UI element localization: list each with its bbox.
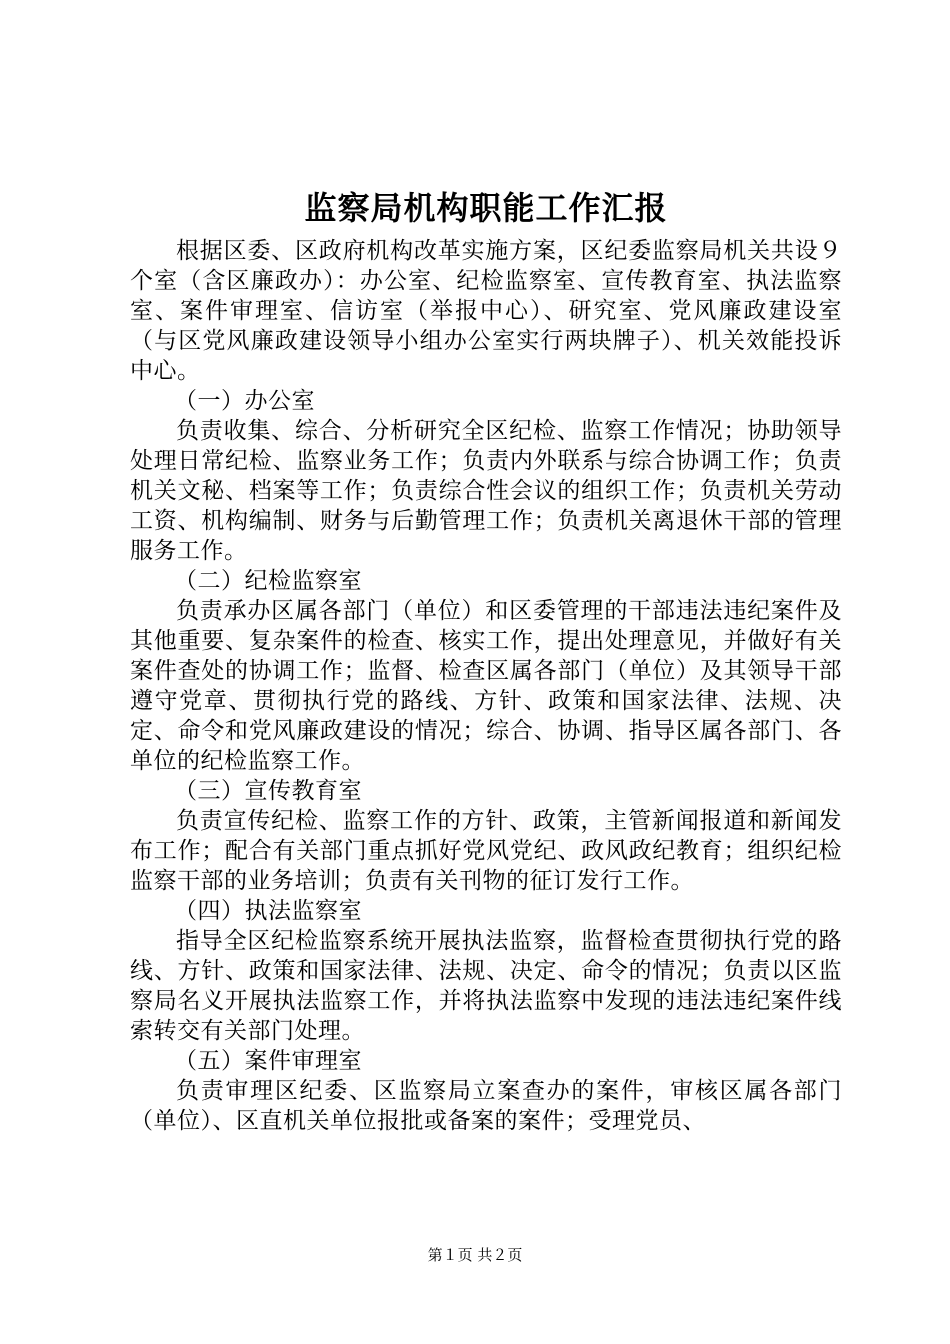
section-text-case-review: 负责审理区纪委、区监察局立案查办的案件，审核区属各部门（单位）、区直机关单位报批或备案的案件；受理党员、 (130, 1078, 842, 1134)
document-page (130, 188, 842, 1136)
section-heading-law-enforcement: （四）执法监察室 (174, 898, 362, 924)
page-footer: 第１页 共２页 (427, 1246, 523, 1264)
section-text-discipline-inspection: 负责承办区属各部门（单位）和区委管理的干部违法违纪案件及其他重要、复杂案件的检查、核实工作，提出处理意见，并做好有关案件查处的协调工作；监督、检查区属各部门（单位）及其领导干部遵守党章、贯彻执行党的路线、方针、政策和国家法律、法规、决定、命令和党风廉政建设的情况；综合、协调、指导区属各部门、各单位的纪检监察工作。 (130, 598, 842, 774)
section-heading-office: （一）办公室 (174, 388, 315, 414)
section-heading-case-review: （五）案件审理室 (174, 1048, 362, 1074)
section-heading-publicity-education: （三）宣传教育室 (174, 778, 362, 804)
intro-paragraph: 根据区委、区政府机构改革实施方案，区纪委监察局机关共设９个室（含区廉政办）：办公室、纪检监察室、宣传教育室、执法监察室、案件审理室、信访室（举报中心）、研究室、党风廉政建设室（与区党风廉政建设领导小组办公室实行两块牌子）、机关效能投诉中心。 (130, 238, 842, 384)
section-text-publicity-education: 负责宣传纪检、监察工作的方针、政策，主管新闻报道和新闻发布工作；配合有关部门重点抓好党风党纪、政风政纪教育；组织纪检监察干部的业务培训；负责有关刊物的征订发行工作。 (130, 808, 842, 894)
section-text-law-enforcement: 指导全区纪检监察系统开展执法监察，监督检查贯彻执行党的路线、方针、政策和国家法律、法规、决定、命令的情况；负责以区监察局名义开展执法监察工作，并将执法监察中发现的违法违纪案件线索转交有关部门处理。 (130, 928, 842, 1044)
section-text-office: 负责收集、综合、分析研究全区纪检、监察工作情况；协助领导处理日常纪检、监察业务工作；负责内外联系与综合协调工作；负责机关文秘、档案等工作；负责综合性会议的组织工作；负责机关劳动工资、机构编制、财务与后勤管理工作；负责机关离退休干部的管理服务工作。 (130, 418, 842, 564)
page-title: 监察局机构职能工作汇报 (304, 189, 668, 227)
section-heading-discipline-inspection: （二）纪检监察室 (174, 568, 362, 594)
